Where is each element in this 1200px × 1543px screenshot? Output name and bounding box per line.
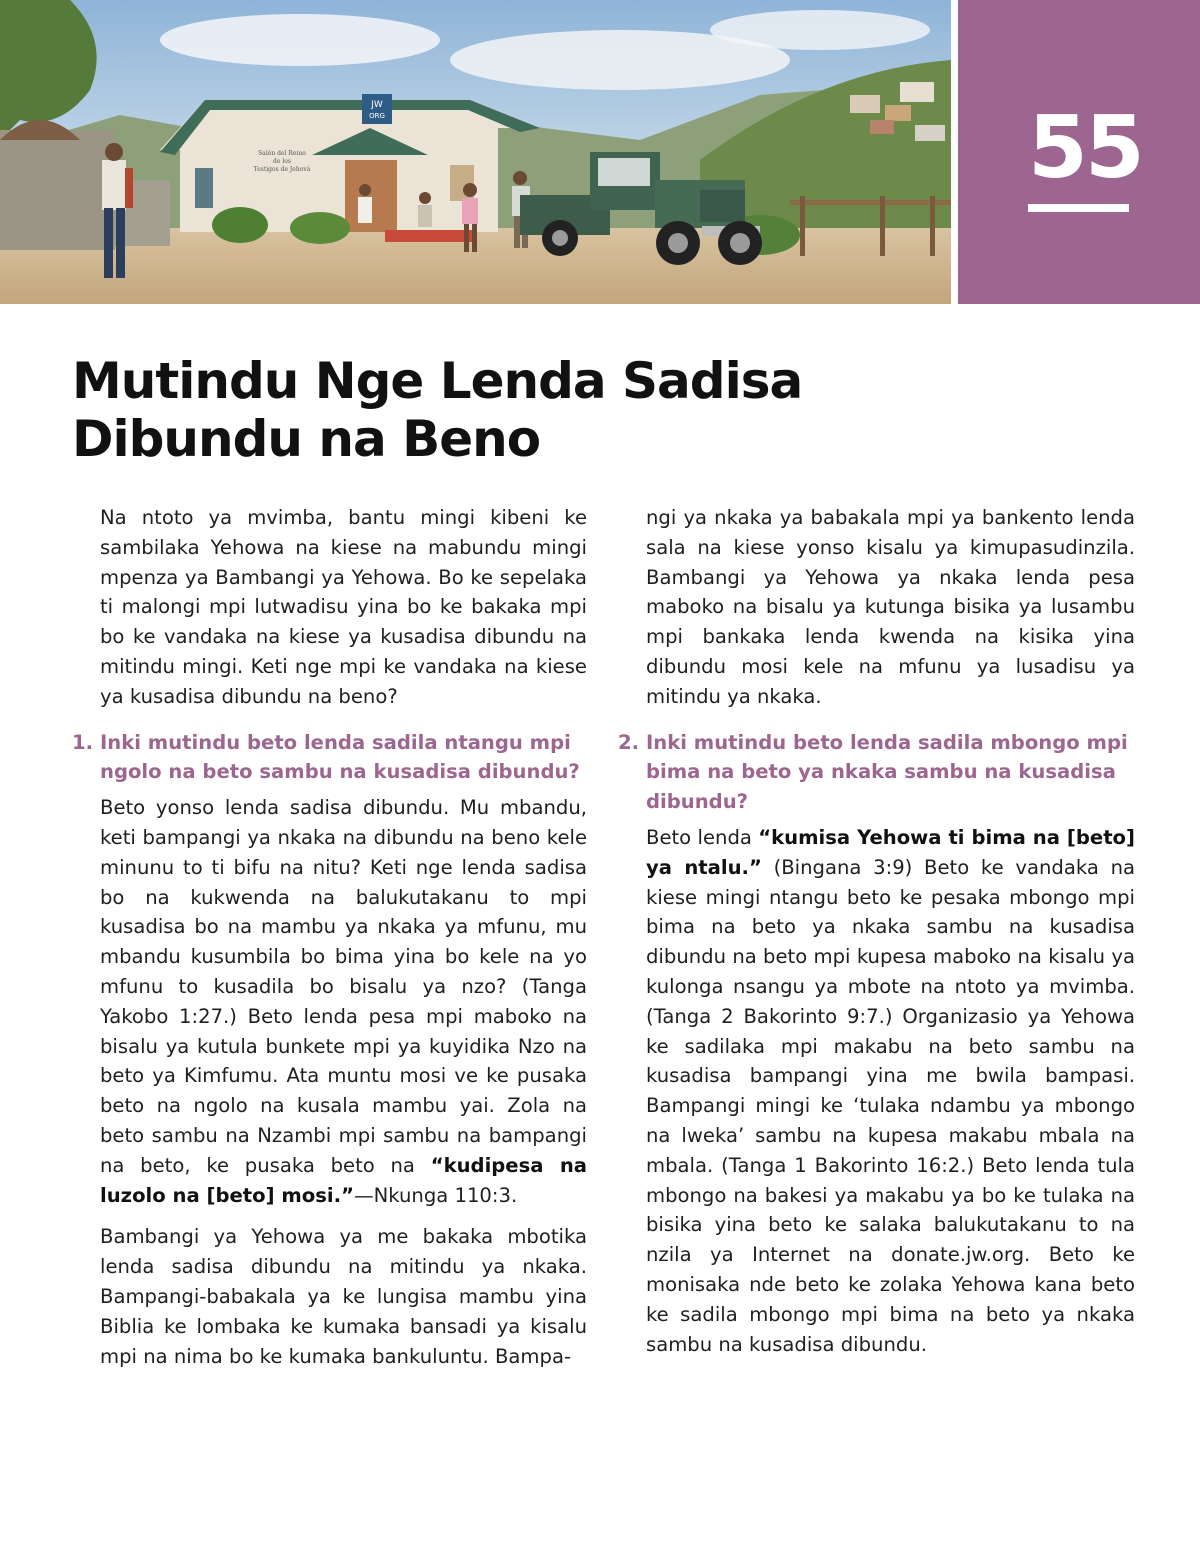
question-2 — [618, 728, 1135, 817]
question-2-text: Inki mutindu beto lenda sadila mbongo mpi bima na beto ya nkaka sambu na kusadisa dibundu? — [646, 730, 1128, 814]
section-1-paragraph-1-text: Beto yonso lenda sadisa dibundu. Mu mbandu, keti bampangi ya nkaka na dibundu na beno kele minunu to ti bifu na nitu? Keti nge lenda sadisa bo na kukwenda na balukutakanu to mpi kusadisa bo na mambu ya nkaka ya mfunu, mu mbandu kusumbila bo bima yina bo kele na yo mfunu to kusadila bo bisalu ya nzo? (Tanga Yakobo 1:27.) Beto lenda pesa mpi maboko na bisalu ya kutula bunkete mpi ya kuyidika Nzo na beto ya Kimfumu. Ata muntu mosi ve ke pusaka beto na ngolo na kusala mambu yai. Zola na beto sambu na Nzambi mpi sambu na bampangi na beto, ke pusaka beto na — [100, 796, 587, 1177]
kingdom-hall-photo — [0, 0, 951, 304]
left-column — [72, 500, 587, 1383]
hall-logo-line2: ORG — [369, 112, 385, 120]
lesson-title-line1: Mutindu Nge Lenda Sadisa — [72, 352, 803, 410]
hall-sign-line2: de los — [273, 158, 291, 165]
section-2-paragraph — [646, 823, 1135, 1359]
header-photo — [0, 0, 951, 304]
lesson-title-line2: Dibundu na Beno — [72, 410, 541, 468]
section-2-paragraph-lead: Beto lenda — [646, 825, 759, 849]
chapter-number-underline — [1028, 204, 1129, 212]
question-1-number: 1. — [72, 730, 94, 754]
section-1-paragraph-2: Bambangi ya Yehowa ya me bakaka mbotika lenda sadisa dibundu na mitindu ya nkaka. Bampangi-babakala ya ke lungisa mambu yina Biblia ke lombaka ke kumaka bansadi ya kisalu mpi na nima bo ke kumaka bankuluntu. Bampa- — [100, 1225, 587, 1368]
section-1-scripture-quote: “kudipesa na luzolo na [beto] mosi.” — [100, 1153, 587, 1207]
lesson-title — [72, 352, 892, 468]
question-1 — [72, 728, 587, 788]
question-2-number: 2. — [618, 730, 640, 754]
chapter-number: 55 — [1028, 98, 1142, 198]
section-1-paragraph-1 — [100, 793, 587, 1210]
hall-sign-line3: Testigos de Jehová — [253, 166, 311, 173]
section-2-scripture-quote: “kumisa Yehowa ti bima na [beto] ya ntalu.” — [646, 825, 1135, 879]
question-1-text: Inki mutindu beto lenda sadila ntangu mpi ngolo na beto sambu na kusadisa dibundu? — [100, 730, 580, 784]
section-1-scripture-ref: —Nkunga 110:3. — [353, 1183, 518, 1207]
hall-logo-line1: JW — [371, 100, 383, 110]
intro-paragraph: Na ntoto ya mvimba, bantu mingi kibeni ke sambilaka Yehowa na kiese na mabundu mingi mpenza ya Bambangi ya Yehowa. Bo ke sepelaka ti malongi mpi lutwadisu yina bo ke bakaka mpi bo ke vandaka na kiese ya kusadisa dibundu na mitindu mingi. Keti nge mpi ke vandaka na kiese ya kusadisa dibundu na beno? — [100, 506, 587, 708]
hall-sign-line1: Salón del Reino — [258, 150, 306, 157]
section-2-paragraph-text: (Bingana 3:9) Beto ke vandaka na kiese mingi ntangu beto ke pesaka mbongo mpi bima na beto ya nkaka sambu na kusadisa dibundu na beto mpi kupesa maboko na kisalu ya kulonga nsangu ya mbote na ntoto ya mvimba. (Tanga 2 Bakorinto 9:7.) Organizasio ya Yehowa ke sadilaka mpi makabu na beto sambu na kusadisa bampangi yina me bwila bampasi. Bampangi mingi ke ‘tulaka ndambu ya mbongo na lweka’ sambu na kupesa makabu mbala na mbala. (Tanga 1 Bakorinto 16:2.) Beto lenda tula mbongo na bakesi ya makabu ya bo ke tulaka na bisika yina beto ke salaka balukutakanu to na nzila ya Internet na donate.jw.org. Beto ke monisaka nde beto ke zolaka Yehowa kana beto ke sadila mbongo mpi bima na beto ya nkaka sambu na kusadisa dibundu. — [646, 855, 1135, 1356]
section-1-paragraph-2-continued: ngi ya nkaka ya babakala mpi ya bankento lenda sala na kiese yonso kisalu ya kimupasudinzila. Bambangi ya Yehowa ya nkaka lenda pesa maboko na bisalu ya kutunga bisika ya lusambu mpi bankaka lenda kwenda na kisika yina dibundu mosi kele na mfunu ya lusadisu ya mitindu ya nkaka. — [646, 506, 1135, 708]
right-column — [618, 500, 1135, 1371]
